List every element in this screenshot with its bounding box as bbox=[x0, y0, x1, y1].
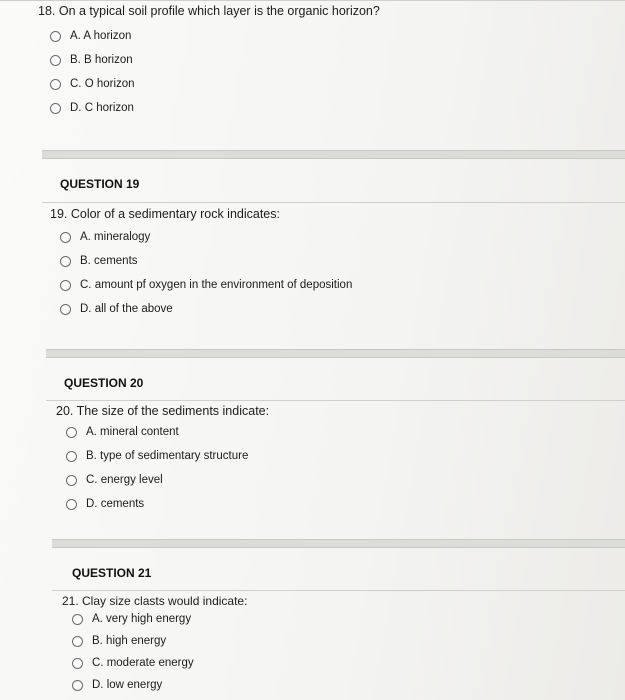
radio-button-icon[interactable] bbox=[72, 680, 83, 691]
option-c[interactable]: C. energy level bbox=[66, 468, 269, 492]
question-18 bbox=[38, 4, 380, 120]
top-border bbox=[0, 0, 625, 1]
option-c[interactable]: C. moderate energy bbox=[72, 652, 247, 674]
option-a[interactable]: A. mineralogy bbox=[60, 225, 352, 249]
option-d[interactable]: D. C horizon bbox=[50, 96, 380, 120]
radio-button-icon[interactable] bbox=[66, 475, 77, 486]
option-a[interactable]: A. very high energy bbox=[72, 608, 247, 630]
radio-button-icon[interactable] bbox=[72, 636, 83, 647]
option-b[interactable]: B. B horizon bbox=[50, 48, 380, 72]
question-text: 18. On a typical soil profile which layer is the organic horizon? bbox=[38, 4, 380, 18]
option-c[interactable]: C. amount pf oxygen in the environment of deposition bbox=[60, 273, 352, 297]
question-divider bbox=[42, 150, 625, 159]
radio-button-icon[interactable] bbox=[50, 79, 61, 90]
header-separator bbox=[52, 590, 625, 591]
option-b[interactable]: B. cements bbox=[60, 249, 352, 273]
question-divider bbox=[46, 349, 625, 358]
option-d[interactable]: D. cements bbox=[66, 492, 269, 516]
option-b[interactable]: B. high energy bbox=[72, 630, 247, 652]
radio-button-icon[interactable] bbox=[72, 658, 83, 669]
radio-button-icon[interactable] bbox=[50, 55, 61, 66]
radio-button-icon[interactable] bbox=[50, 31, 61, 42]
question-header: QUESTION 19 bbox=[60, 177, 140, 191]
question-text: 20. The size of the sediments indicate: bbox=[56, 404, 270, 418]
question-header: QUESTION 21 bbox=[72, 566, 152, 580]
header-separator bbox=[46, 400, 625, 401]
radio-button-icon[interactable] bbox=[60, 304, 71, 315]
radio-button-icon[interactable] bbox=[50, 103, 61, 114]
header-separator bbox=[42, 202, 625, 203]
option-b[interactable]: B. type of sedimentary structure bbox=[66, 444, 269, 468]
question-header: QUESTION 20 bbox=[64, 376, 144, 390]
radio-button-icon[interactable] bbox=[60, 256, 71, 267]
question-20 bbox=[56, 404, 269, 516]
option-d[interactable]: D. low energy bbox=[72, 674, 247, 696]
radio-button-icon[interactable] bbox=[60, 232, 71, 243]
radio-button-icon[interactable] bbox=[60, 280, 71, 291]
option-c[interactable]: C. O horizon bbox=[50, 72, 380, 96]
option-d[interactable]: D. all of the above bbox=[60, 297, 352, 321]
option-a[interactable]: A. mineral content bbox=[66, 420, 269, 444]
radio-button-icon[interactable] bbox=[66, 499, 77, 510]
question-divider bbox=[52, 539, 625, 548]
option-a[interactable]: A. A horizon bbox=[50, 24, 380, 48]
question-19 bbox=[50, 207, 352, 321]
radio-button-icon[interactable] bbox=[66, 451, 77, 462]
question-text: 21. Clay size clasts would indicate: bbox=[62, 594, 248, 608]
question-21 bbox=[62, 594, 247, 696]
question-text: 19. Color of a sedimentary rock indicates: bbox=[50, 207, 280, 221]
radio-button-icon[interactable] bbox=[72, 614, 83, 625]
radio-button-icon[interactable] bbox=[66, 427, 77, 438]
